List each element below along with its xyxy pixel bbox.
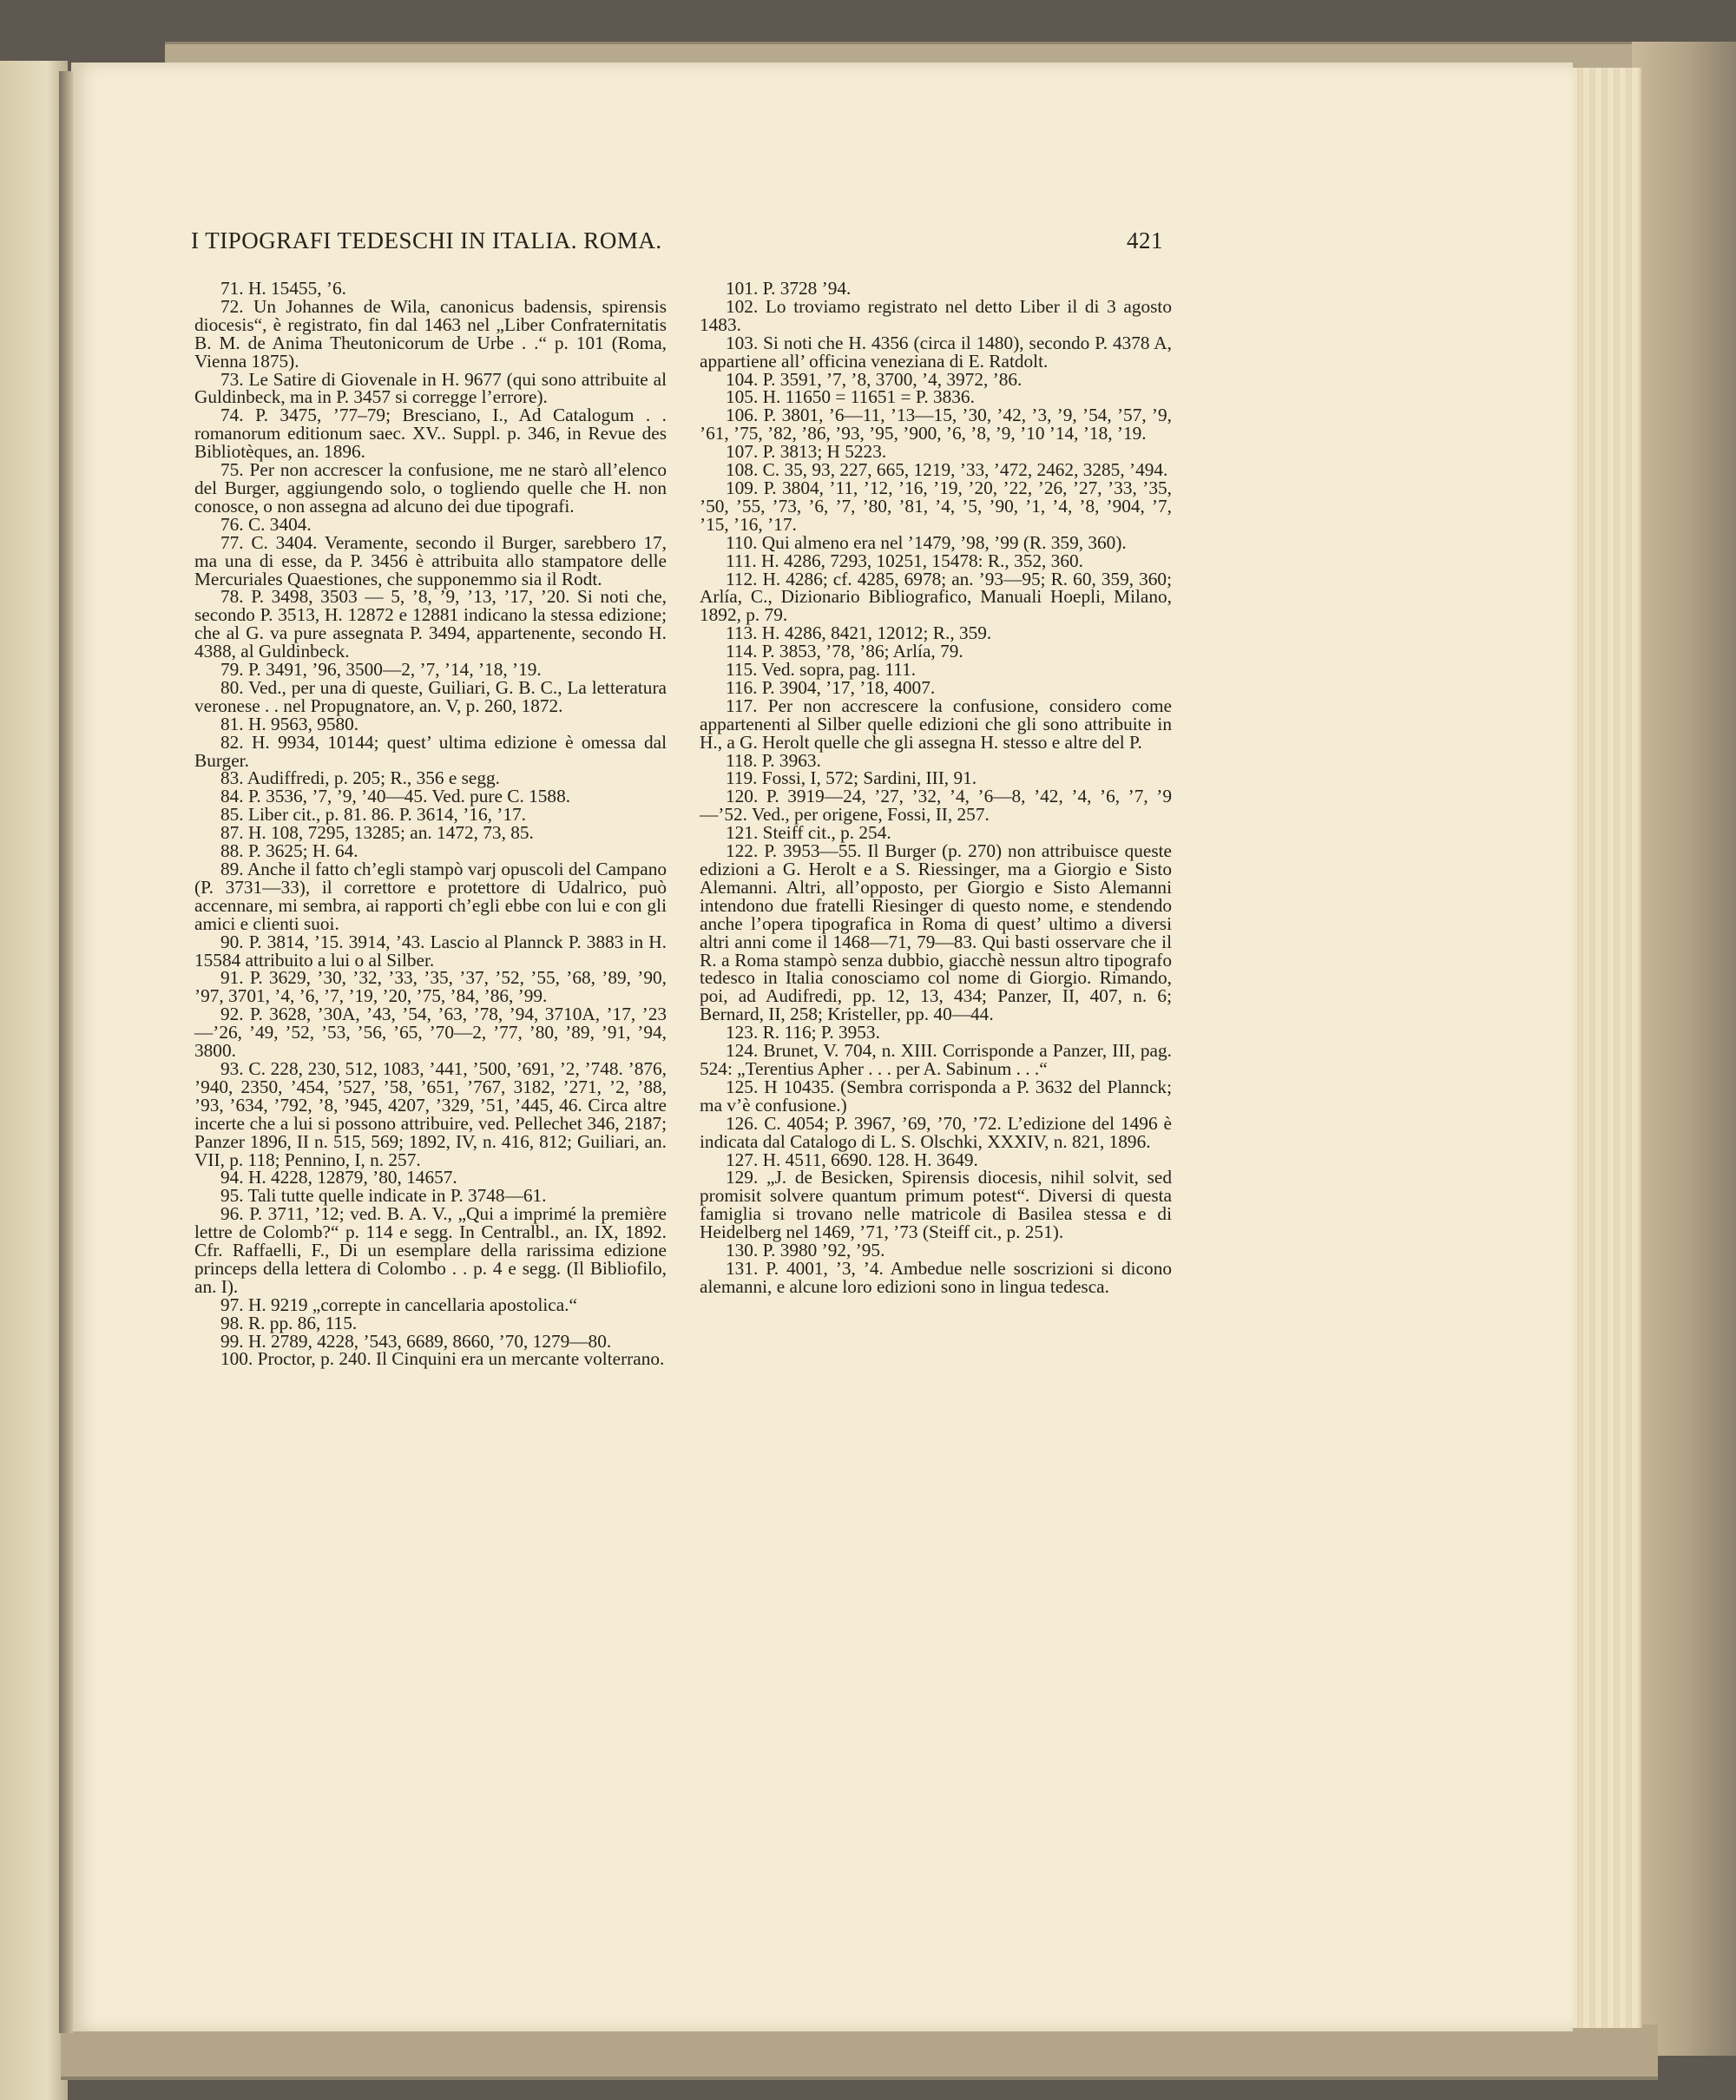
footnote: 100. Proctor, p. 240. Il Cinquini era un mercante volterrano. xyxy=(220,1348,665,1370)
running-header xyxy=(191,227,1163,259)
footnote: 119. Fossi, I, 572; Sardini, III, 91. xyxy=(726,767,977,789)
footnote: 92. P. 3628, ’30A, ’43, ’54, ’63, ’78, ’94, 3710A, ’17, ’23—’26, ’49, ’52, ’53, ’56, ’65, ’70—2, ’77, ’80, ’89, ’91, ’94, 3800. xyxy=(194,1004,667,1062)
footnote: 123. R. 116; P. 3953. xyxy=(726,1022,880,1043)
footnote: 96. P. 3711, ’12; ved. B. A. V., „Qui a imprimé la première lettre de Colomb?“ p. 114 e segg. In Centralbl., an. IX, 1892. Cfr. Raffaelli, F., Di un esemplare della rarissima edizione princeps della lettera di Colombo . . p. 4 e segg. (Il Bibliofilo, an. I). xyxy=(194,1203,667,1297)
footnote: 114. P. 3853, ’78, ’86; Arlía, 79. xyxy=(726,641,963,662)
footnote: 89. Anche il fatto ch’egli stampò varj opuscoli del Campano (P. 3731—33), il correttore e protettore di Udalrico, può accennare, mi sembra, ai rapporti ch’egli ebbe con lui e con gli amici e clienti suoi. xyxy=(194,859,667,934)
footnote: 88. P. 3625; H. 64. xyxy=(220,840,358,862)
footnote: 129. „J. de Besicken, Spirensis diocesis, nihil solvit, sed promisit solvere quantum primum potest“. Diversi di questa famiglia si trovano nelle matricole di Basilea stessa e di Heidelberg nel 1469, ’71, ’73 (Steiff cit., p. 251). xyxy=(700,1167,1172,1243)
footnote: 97. H. 9219 „correpte in cancellaria apostolica.“ xyxy=(220,1294,577,1315)
footnote: 76. C. 3404. xyxy=(220,513,312,535)
footnote: 120. P. 3919—24, ’27, ’32, ’4, ’6—8, ’42, ’4, ’6, ’7, ’9—’52. Ved., per origene, Fossi, II, 257. xyxy=(700,786,1172,826)
footnote: 105. H. 11650 = 11651 = P. 3836. xyxy=(726,386,975,408)
footnote: 71. H. 15455, ’6. xyxy=(220,278,346,299)
footnote: 91. P. 3629, ’30, ’32, ’33, ’35, ’37, ’52, ’55, ’68, ’89, ’90, ’97, 3701, ’4, ’6, ’7, ’19, ’20, ’75, ’84, ’86, ’99. xyxy=(194,967,667,1007)
book-gutter xyxy=(59,71,73,2033)
footnote: 126. C. 4054; P. 3967, ’69, ’70, ’72. L’edizione del 1496 è indicata dal Catalogo di L. S. Olschki, XXXIV, n. 821, 1896. xyxy=(700,1112,1172,1152)
footnote: 113. H. 4286, 8421, 12012; R., 359. xyxy=(726,622,992,644)
footnote: 85. Liber cit., p. 81. 86. P. 3614, ’16, ’17. xyxy=(220,804,526,826)
footnote: 80. Ved., per una di queste, Guiliari, G. B. C., La letteratura veronese . . nel Propugnatore, an. V, p. 260, 1872. xyxy=(194,676,667,716)
footnote: 108. C. 35, 93, 227, 665, 1219, ’33, ’472, 2462, 3285, ’494. xyxy=(726,459,1168,481)
footnote: 103. Si noti che H. 4356 (circa il 1480), secondo P. 4378 A, appartiene all’ officina veneziana di E. Ratdolt. xyxy=(700,332,1172,372)
footnote: 125. H 10435. (Sembra corrisponda a P. 3632 del Plannck; ma v’è confusione.) xyxy=(700,1076,1172,1116)
footnote: 78. P. 3498, 3503 — 5, ’8, ’9, ’13, ’17, ’20. Si noti che, secondo P. 3513, H. 12872 e 12881 indicano la stessa edizione; che al G. va pure assegnata P. 3494, appartenente, secondo H. 4388, al Guldinbeck. xyxy=(194,586,667,662)
footnote: 116. P. 3904, ’17, ’18, 4007. xyxy=(726,676,936,698)
footnote: 93. C. 228, 230, 512, 1083, ’441, ’500, ’691, ’2, ’748. ’876, ’940, 2350, ’454, ’527, ’58, ’651, ’767, 3182, ’271, ’2, ’88, ’93, ’634, ’792, ’8, ’945, 4207, ’329, ’51, ’445, 46. Circa altre incerte che a lui si possono attribuire, ved. Pellechet 346, 2187; Panzer 1896, II n. 515, 569; 1892, IV, n. 416, 812; Guiliari, an. VII, p. 118; Pennino, I, n. 257. xyxy=(194,1057,667,1170)
footnote: 87. H. 108, 7295, 13285; an. 1472, 73, 85. xyxy=(220,822,534,844)
footnote: 118. P. 3963. xyxy=(726,749,821,771)
running-title: I TIPOGRAFI TEDESCHI IN ITALIA. ROMA. xyxy=(191,227,662,253)
footnote: 83. Audiffredi, p. 205; R., 356 e segg. xyxy=(220,767,500,789)
footnote: 102. Lo troviamo registrato nel detto Liber il di 3 agosto 1483. xyxy=(700,295,1172,335)
footnote: 101. P. 3728 ’94. xyxy=(726,278,852,299)
notes-column-left xyxy=(194,280,667,1368)
footnote: 107. P. 3813; H 5223. xyxy=(726,441,887,463)
footnote: 90. P. 3814, ’15. 3914, ’43. Lascio al Plannck P. 3883 in H. 15584 attribuito a lui o al Silber. xyxy=(194,931,667,971)
footnote: 124. Brunet, V. 704, n. XIII. Corrisponde a Panzer, III, pag. 524: „Terentius Apher . . . per A. Sabinum . . .“ xyxy=(700,1040,1172,1079)
footnote: 112. H. 4286; cf. 4285, 6978; an. ’93—95; R. 60, 359, 360; Arlía, C., Dizionario Bibliografico, Manuali Hoepli, Milano, 1892, p. 79. xyxy=(700,568,1172,626)
notes-column-right xyxy=(700,280,1172,1296)
page-number: 421 xyxy=(1127,227,1163,253)
footnote: 74. P. 3475, ’77–79; Bresciano, I., Ad Catalogum . . romanorum editionum saec. XV.. Suppl. p. 346, in Revue des Bibliotèques, an. 1896. xyxy=(194,405,667,463)
footnote: 75. Per non accrescer la confusione, me ne starò all’elenco del Burger, aggiungendo solo, o togliendo quelle che H. non conosce, o non assegna ad alcuno dei due tipografi. xyxy=(194,459,667,517)
footnote: 109. P. 3804, ’11, ’12, ’16, ’19, ’20, ’22, ’26, ’27, ’33, ’35, ’50, ’55, ’73, ’6, ’7, ’80, ’81, ’4, ’5, ’90, ’1, ’4, ’8, ’904, ’7, ’15, ’16, ’17. xyxy=(700,477,1172,535)
footnote: 77. C. 3404. Veramente, secondo il Burger, sarebbero 17, ma una di esse, da P. 3456 è attribuita allo stampatore delle Mercuriales Quaestiones, che supponemmo sia il Rodt. xyxy=(194,531,667,589)
book-cover-bottom xyxy=(61,2024,1658,2080)
footnote: 95. Tali tutte quelle indicate in P. 3748—61. xyxy=(220,1185,547,1207)
footnote: 98. R. pp. 86, 115. xyxy=(220,1312,358,1333)
previous-page-edge xyxy=(0,61,68,2100)
footnote: 82. H. 9934, 10144; quest’ ultima edizione è omessa dal Burger. xyxy=(194,731,667,771)
footnote: 73. Le Satire di Giovenale in H. 9677 (qui sono attribuite al Guldinbeck, ma in P. 3457 si corregge l’errore). xyxy=(194,368,667,408)
footnote: 72. Un Johannes de Wila, canonicus badensis, spirensis diocesis“, è registrato, fin dal 1463 nel „Liber Confraternitatis B. M. de Anima Theutonicorum de Urbe . .“ p. 101 (Roma, Vienna 1875). xyxy=(194,295,667,372)
footnote: 115. Ved. sopra, pag. 111. xyxy=(726,659,917,681)
footnote: 106. P. 3801, ’6—11, ’13—15, ’30, ’42, ’3, ’9, ’54, ’57, ’9, ’61, ’75, ’82, ’86, ’93, ’95, ’900, ’6, ’8, ’9, ’10 ’14, ’18, ’19. xyxy=(700,405,1172,444)
footnote: 94. H. 4228, 12879, ’80, 14657. xyxy=(220,1167,457,1188)
footnote: 104. P. 3591, ’7, ’8, 3700, ’4, 3972, ’86. xyxy=(726,368,1023,390)
footnote: 110. Qui almeno era nel ’1479, ’98, ’99 (R. 359, 360). xyxy=(726,531,1127,553)
footnote: 79. P. 3491, ’96, 3500—2, ’7, ’14, ’18, ’19. xyxy=(220,659,542,681)
footnote: 84. P. 3536, ’7, ’9, ’40—45. Ved. pure C. 1588. xyxy=(220,786,571,807)
footnote: 81. H. 9563, 9580. xyxy=(220,713,359,734)
footnote: 121. Steiff cit., p. 254. xyxy=(726,822,891,844)
footnote: 117. Per non accrescere la confusione, considero come appartenenti al Silber quelle edizioni che gli sono attribuite in H., a G. Herolt quelle che gli assegna H. stesso e altre del P. xyxy=(700,695,1172,753)
footnote: 127. H. 4511, 6690. 128. H. 3649. xyxy=(726,1149,978,1170)
footnote: 131. P. 4001, ’3, ’4. Ambedue nelle soscrizioni si dicono alemanni, e alcune loro edizioni sono in lingua tedesca. xyxy=(700,1257,1172,1297)
footnote: 99. H. 2789, 4228, ’543, 6689, 8660, ’70, 1279—80. xyxy=(220,1330,612,1352)
footnote: 111. H. 4286, 7293, 10251, 15478: R., 352, 360. xyxy=(726,550,1083,571)
footnote: 130. P. 3980 ’92, ’95. xyxy=(726,1240,885,1261)
footnote: 122. P. 3953—55. Il Burger (p. 270) non attribuisce queste edizioni a G. Herolt e a S. Riessinger, ma a Giorgio e Sisto Alemanni. Altri, all’opposto, per Giorgio e Sisto Alemanni intendono due fratelli Riesinger di questo nome, e stendendo anche l’opera tipografica in Roma di quest’ ultimo a diversi altri anni come il 1468—71, 79—83. Qui basti osservare che il R. a Roma stampò senza dubbio, giacchè nessun altro tipografo tedesco in Italia conosciamo col nome di Giorgio. Rimando, poi, ad Audifredi, pp. 12, 13, 434; Panzer, II, 407, n. 6; Bernard, II, 258; Kristeller, pp. 40—44. xyxy=(700,840,1172,1025)
book-cover-right xyxy=(1632,42,1736,2056)
